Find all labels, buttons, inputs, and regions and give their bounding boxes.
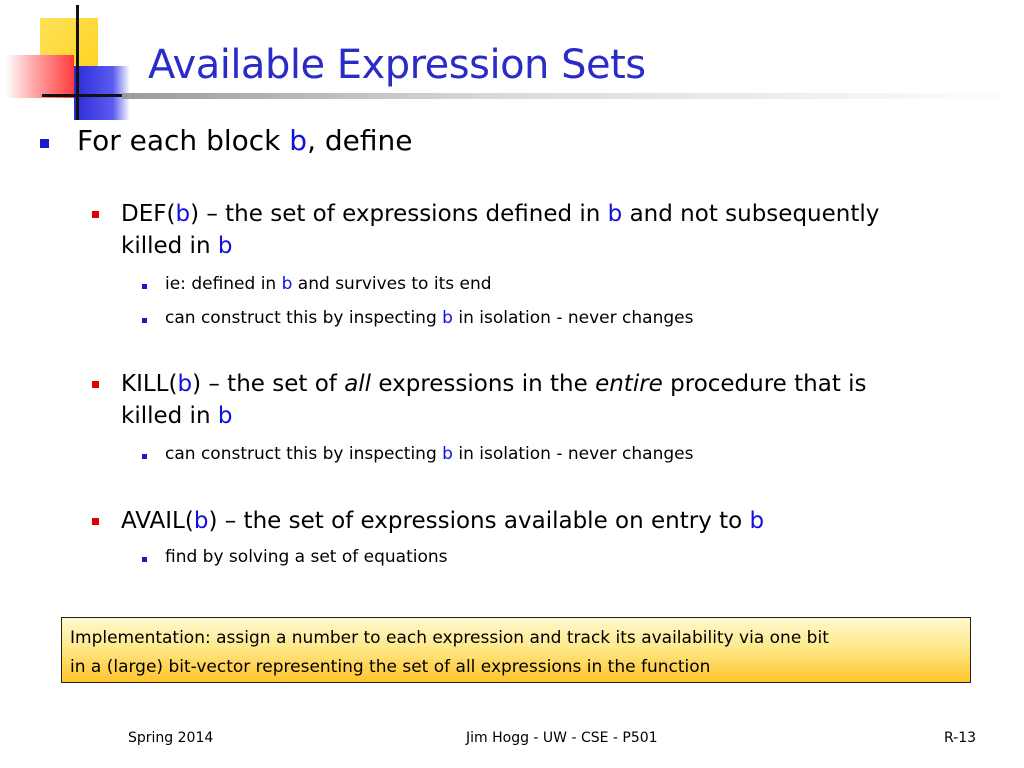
bullet-level3	[142, 454, 147, 459]
avail-text: ) – the set of expressions available on entry to	[208, 508, 750, 534]
variable-b: b	[442, 444, 453, 464]
kill-sub1	[165, 444, 693, 464]
logo-vertical-line	[76, 5, 79, 120]
variable-b: b	[281, 274, 293, 294]
bullet-level2	[92, 211, 99, 218]
def-sub1-suffix: and survives to its end	[292, 274, 492, 294]
def-line1	[121, 201, 879, 227]
main-bullet-suffix: , define	[307, 124, 413, 157]
title-underline	[122, 93, 1024, 99]
footer-author: Jim Hogg - UW - CSE - P501	[466, 730, 658, 746]
variable-b: b	[749, 508, 765, 534]
def-line2-text: killed in	[121, 233, 218, 259]
kill-sub1-prefix: can construct this by inspecting	[165, 444, 443, 464]
def-name: DEF(	[121, 201, 176, 227]
kill-entire-emphasis: entire	[595, 371, 663, 397]
def-sub2	[165, 308, 693, 328]
kill-name: KILL(	[121, 371, 178, 397]
logo-horizontal-line	[42, 94, 122, 97]
def-sub2-prefix: can construct this by inspecting	[165, 308, 443, 328]
variable-b: b	[175, 201, 191, 227]
kill-tail: procedure that is	[662, 371, 867, 397]
variable-b: b	[177, 371, 193, 397]
def-line2	[121, 233, 232, 259]
def-text: ) – the set of expressions defined in	[190, 201, 608, 227]
def-sub2-suffix: in isolation - never changes	[452, 308, 694, 328]
variable-b: b	[289, 124, 308, 157]
kill-all-emphasis: all	[344, 371, 372, 397]
kill-sub1-suffix: in isolation - never changes	[452, 444, 694, 464]
implementation-line2: in a (large) bit-vector representing the set of all expressions in the function	[70, 657, 711, 677]
bullet-level3	[142, 318, 147, 323]
variable-b: b	[607, 201, 623, 227]
logo-red-bar	[6, 55, 74, 98]
variable-b: b	[193, 508, 209, 534]
variable-b: b	[442, 308, 453, 328]
bullet-level3	[142, 557, 147, 562]
avail-sub1: find by solving a set of equations	[165, 547, 448, 567]
kill-line1	[121, 371, 867, 397]
def-sub1	[165, 274, 492, 294]
def-sub1-prefix: ie: defined in	[165, 274, 282, 294]
main-bullet-text	[77, 124, 412, 157]
slide-title: Available Expression Sets	[148, 42, 646, 88]
bullet-level2	[92, 381, 99, 388]
def-tail: and not subsequently	[622, 201, 880, 227]
footer-slide-number: R-13	[944, 730, 977, 746]
avail-name: AVAIL(	[121, 508, 194, 534]
kill-line2-text: killed in	[121, 403, 218, 429]
variable-b: b	[217, 233, 233, 259]
bullet-level3	[142, 284, 147, 289]
kill-line2	[121, 403, 232, 429]
footer-date: Spring 2014	[128, 730, 214, 746]
kill-mid: expressions in the	[371, 371, 596, 397]
implementation-text	[70, 624, 970, 682]
bullet-level1	[40, 139, 49, 148]
implementation-line1: Implementation: assign a number to each expression and track its availability via one bit	[70, 628, 829, 648]
bullet-level2	[92, 518, 99, 525]
variable-b: b	[217, 403, 233, 429]
kill-text: ) – the set of	[192, 371, 345, 397]
avail-line1	[121, 508, 764, 534]
main-bullet-prefix: For each block	[77, 124, 290, 157]
